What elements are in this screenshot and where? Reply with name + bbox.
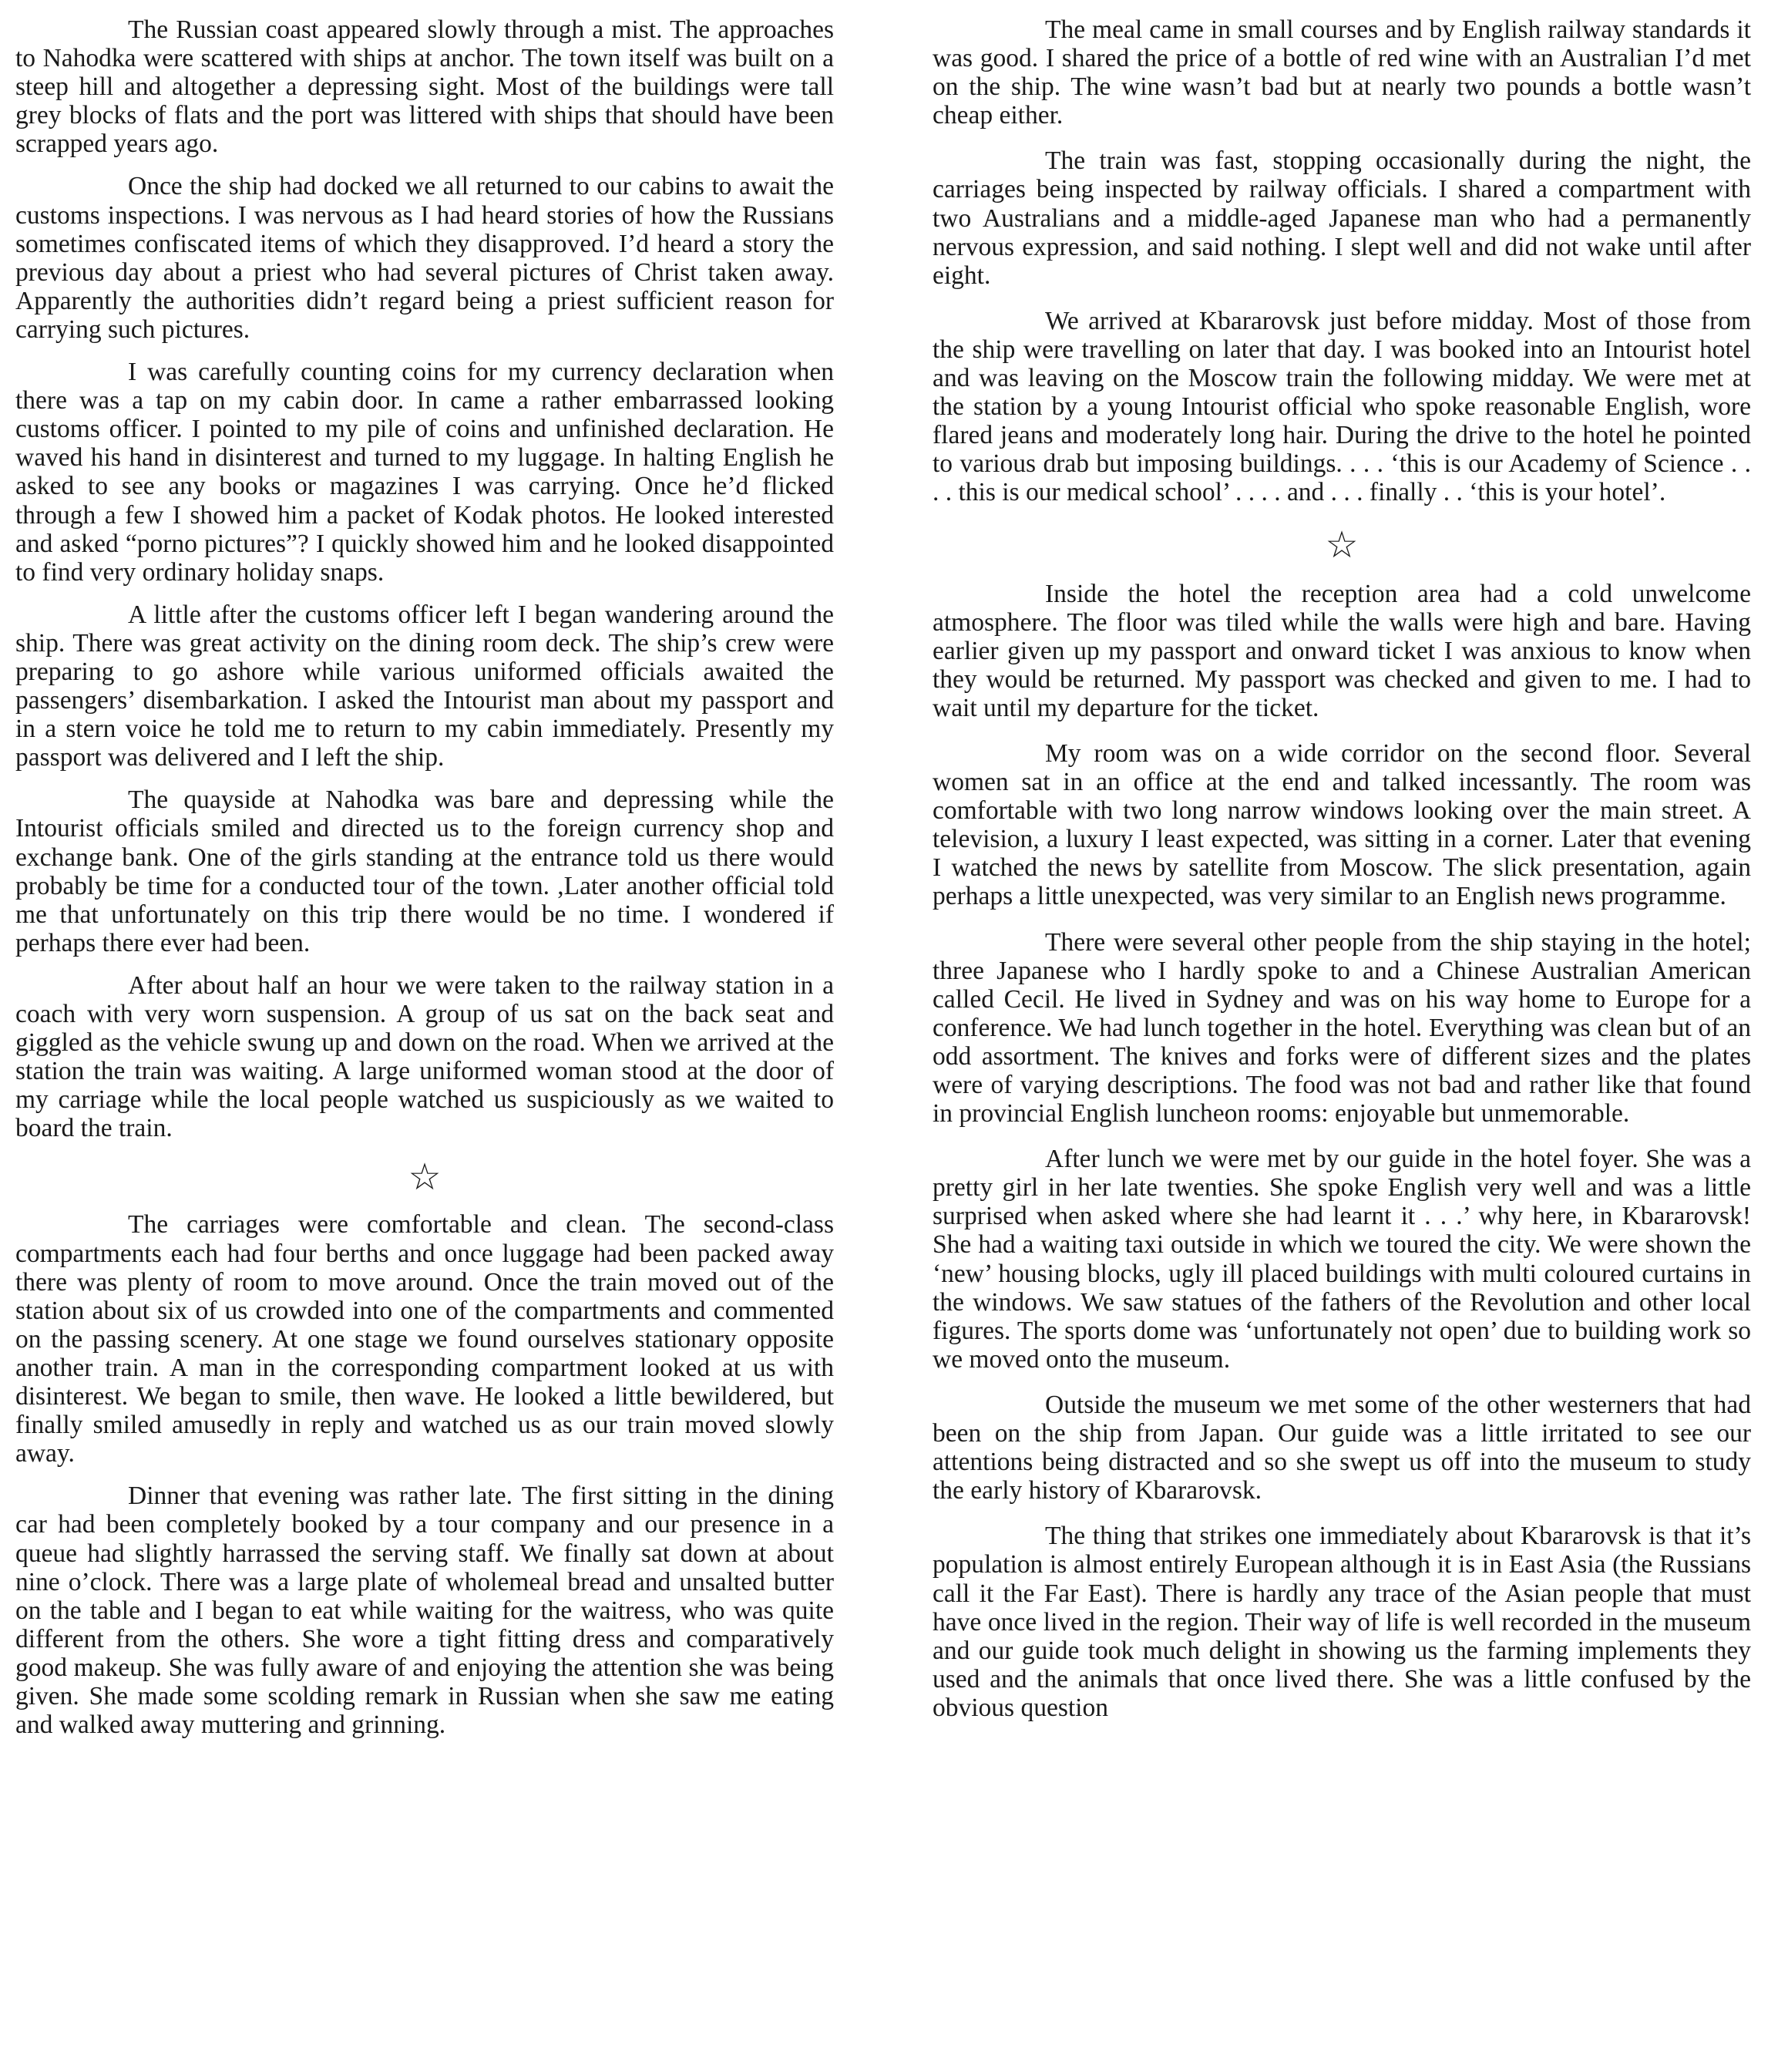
paragraph: A little after the customs officer left I began wandering around the ship. There was great activity on the dining room deck. The ship’s crew were preparing to go ashore while various uniformed officials awaited the passengers’ disembarkation. I asked the Intourist man about my passport and in a stern voice he told me to return to my cabin immediately. Presently my passport was delivered and I left the ship.: [15, 600, 834, 772]
left-column: [15, 15, 834, 1753]
star-separator-icon: ☆: [1325, 524, 1359, 566]
paragraph: The quayside at Nahodka was bare and depressing while the Intourist officials smiled and directed us to the foreign currency shop and exchange bank. One of the girls standing at the entrance told us there would probably be time for a conducted tour of the town. ,Later another official told me that unfortunately on this trip there would be no time. I wondered if perhaps there ever had been.: [15, 785, 834, 957]
paragraph: Once the ship had docked we all returned to our cabins to await the customs inspections. I was nervous as I had heard stories of how the Russians sometimes confiscated items of which they disapproved. I’d heard a story the previous day about a priest who had several pictures of Christ taken away. Apparently the authorities didn’t regard being a priest sufficient reason for carrying such pictures.: [15, 172, 834, 344]
right-column: [933, 15, 1751, 1739]
paragraph: After about half an hour we were taken to the railway station in a coach with very worn suspension. A group of us sat on the back seat and giggled as the vehicle swung up and down on the road. When we arrived at the station the train was waiting. A large uniformed woman stood at the door of my carriage while the local people watched us suspiciously as we waited to board the train.: [15, 970, 834, 1143]
paragraph: Inside the hotel the reception area had a cold unwelcome atmosphere. The floor was tiled while the walls were high and bare. Having earlier given up my passport and onward ticket I was anxious to know when they would be returned. My passport was checked and given to me. I had to wait until my departure for the ticket.: [933, 579, 1751, 722]
paragraph: After lunch we were met by our guide in the hotel foyer. She was a pretty girl in her late twenties. She spoke English very well and was a little surprised when asked where she had learnt it . . .’ why here, in Kbararovsk! She had a waiting taxi outside in which we toured the city. We were shown the ‘new’ housing blocks, ugly ill placed buildings with multi coloured curtains in the windows. We saw statues of the fathers of the Revolution and other local figures. The sports dome was ‘unfortunately not open’ due to building work so we moved onto the museum.: [933, 1145, 1751, 1374]
paragraph: The meal came in small courses and by English railway standards it was good. I shared the price of a bottle of red wine with an Australian I’d met on the ship. The wine wasn’t bad but at nearly two pounds a bottle wasn’t cheap either.: [933, 15, 1751, 130]
paragraph: Outside the museum we met some of the other westerners that had been on the ship from Japan. Our guide was a little irritated to see our attentions being distracted and so she swept us off into the museum to study the early history of Kbararovsk.: [933, 1390, 1751, 1505]
paragraph: The train was fast, stopping occasionally during the night, the carriages being inspected by railway officials. I shared a compartment with two Australians and a middle-aged Japanese man who had a permanently nervous expression, and said nothing. I slept well and did not wake until after eight.: [933, 146, 1751, 290]
paragraph: The thing that strikes one immediately about Kbararovsk is that it’s population is almost entirely European although it is in East Asia (the Russians call it the Far East). There is hardly any trace of the Asian people that must have once lived in the region. Their way of life is well recorded in the museum and our guide took much delight in showing us the farming implements they used and the animals that once lived there. She was a little confused by the obvious question: [933, 1522, 1751, 1722]
paragraph: We arrived at Kbararovsk just before midday. Most of those from the ship were travelling on later that day. I was booked into an Intourist hotel and was leaving on the Moscow train the following midday. We were met at the station by a young Intourist official who spoke reasonable English, wore flared jeans and moderately long hair. During the drive to the hotel he pointed to various drab but imposing buildings. . . . ‘this is our Academy of Science . . . . this is our medical school’ . . . . and . . . finally . . ‘this is your hotel’.: [933, 306, 1751, 507]
paragraph: I was carefully counting coins for my currency declaration when there was a tap on my cabin door. In came a rather embarrassed looking customs officer. I pointed to my pile of coins and unfinished declaration. He waved his hand in disinterest and turned to my luggage. In halting English he asked to see any books or magazines I was carrying. Once he’d flicked through a few I showed him a packet of Kodak photos. He looked interested and asked “porno pictures”? I quickly showed him and he looked disappointed to find very ordinary holiday snaps.: [15, 358, 834, 587]
paragraph: My room was on a wide corridor on the second floor. Several women sat in an office at the end and talked incessantly. The room was comfortable with two long narrow windows looking over the main street. A television, a luxury I least expected, was sitting in a corner. Later that evening I watched the news by satellite from Moscow. The slick presentation, again perhaps a little unexpected, was very similar to an English news programme.: [933, 738, 1751, 911]
paragraph: There were several other people from the ship staying in the hotel; three Japanese who I hardly spoke to and a Chinese Australian American called Cecil. He lived in Sydney and was on his way home to Europe for a conference. We had lunch together in the hotel. Everything was clean but of an odd assortment. The knives and forks were of different sizes and the plates were of varying descriptions. The food was not bad and rather like that found in provincial English luncheon rooms: enjoyable but unmemorable.: [933, 927, 1751, 1128]
paragraph: The Russian coast appeared slowly through a mist. The approaches to Nahodka were scattered with ships at anchor. The town itself was built on a steep hill and altogether a depressing sight. Most of the buildings were tall grey blocks of flats and the port was littered with ships that should have been scrapped years ago.: [15, 15, 834, 159]
star-separator-icon: ☆: [408, 1157, 442, 1199]
paragraph: The carriages were comfortable and clean. The second-class compartments each had four berths and once luggage had been packed away there was plenty of room to move around. Once the train moved out of the station about six of us crowded into one of the compartments and commented on the passing scenery. At one stage we found ourselves stationary opposite another train. A man in the corresponding compartment looked at us with disinterest. We began to smile, then wave. He looked a little bewildered, but finally smiled amusedly in reply and watched us as our train moved slowly away.: [15, 1210, 834, 1468]
paragraph: Dinner that evening was rather late. The first sitting in the dining car had been completely booked by a tour company and our presence in a queue had slightly harrassed the serving staff. We finally sat down at about nine o’clock. There was a large plate of wholemeal bread and unsalted butter on the table and I began to eat while waiting for the waitress, who was quite different from the others. She wore a tight fitting dress and comparatively good makeup. She was fully aware of and enjoying the attention she was being given. She made some scolding remark in Russian when she saw me eating and walked away muttering and grinning.: [15, 1482, 834, 1740]
